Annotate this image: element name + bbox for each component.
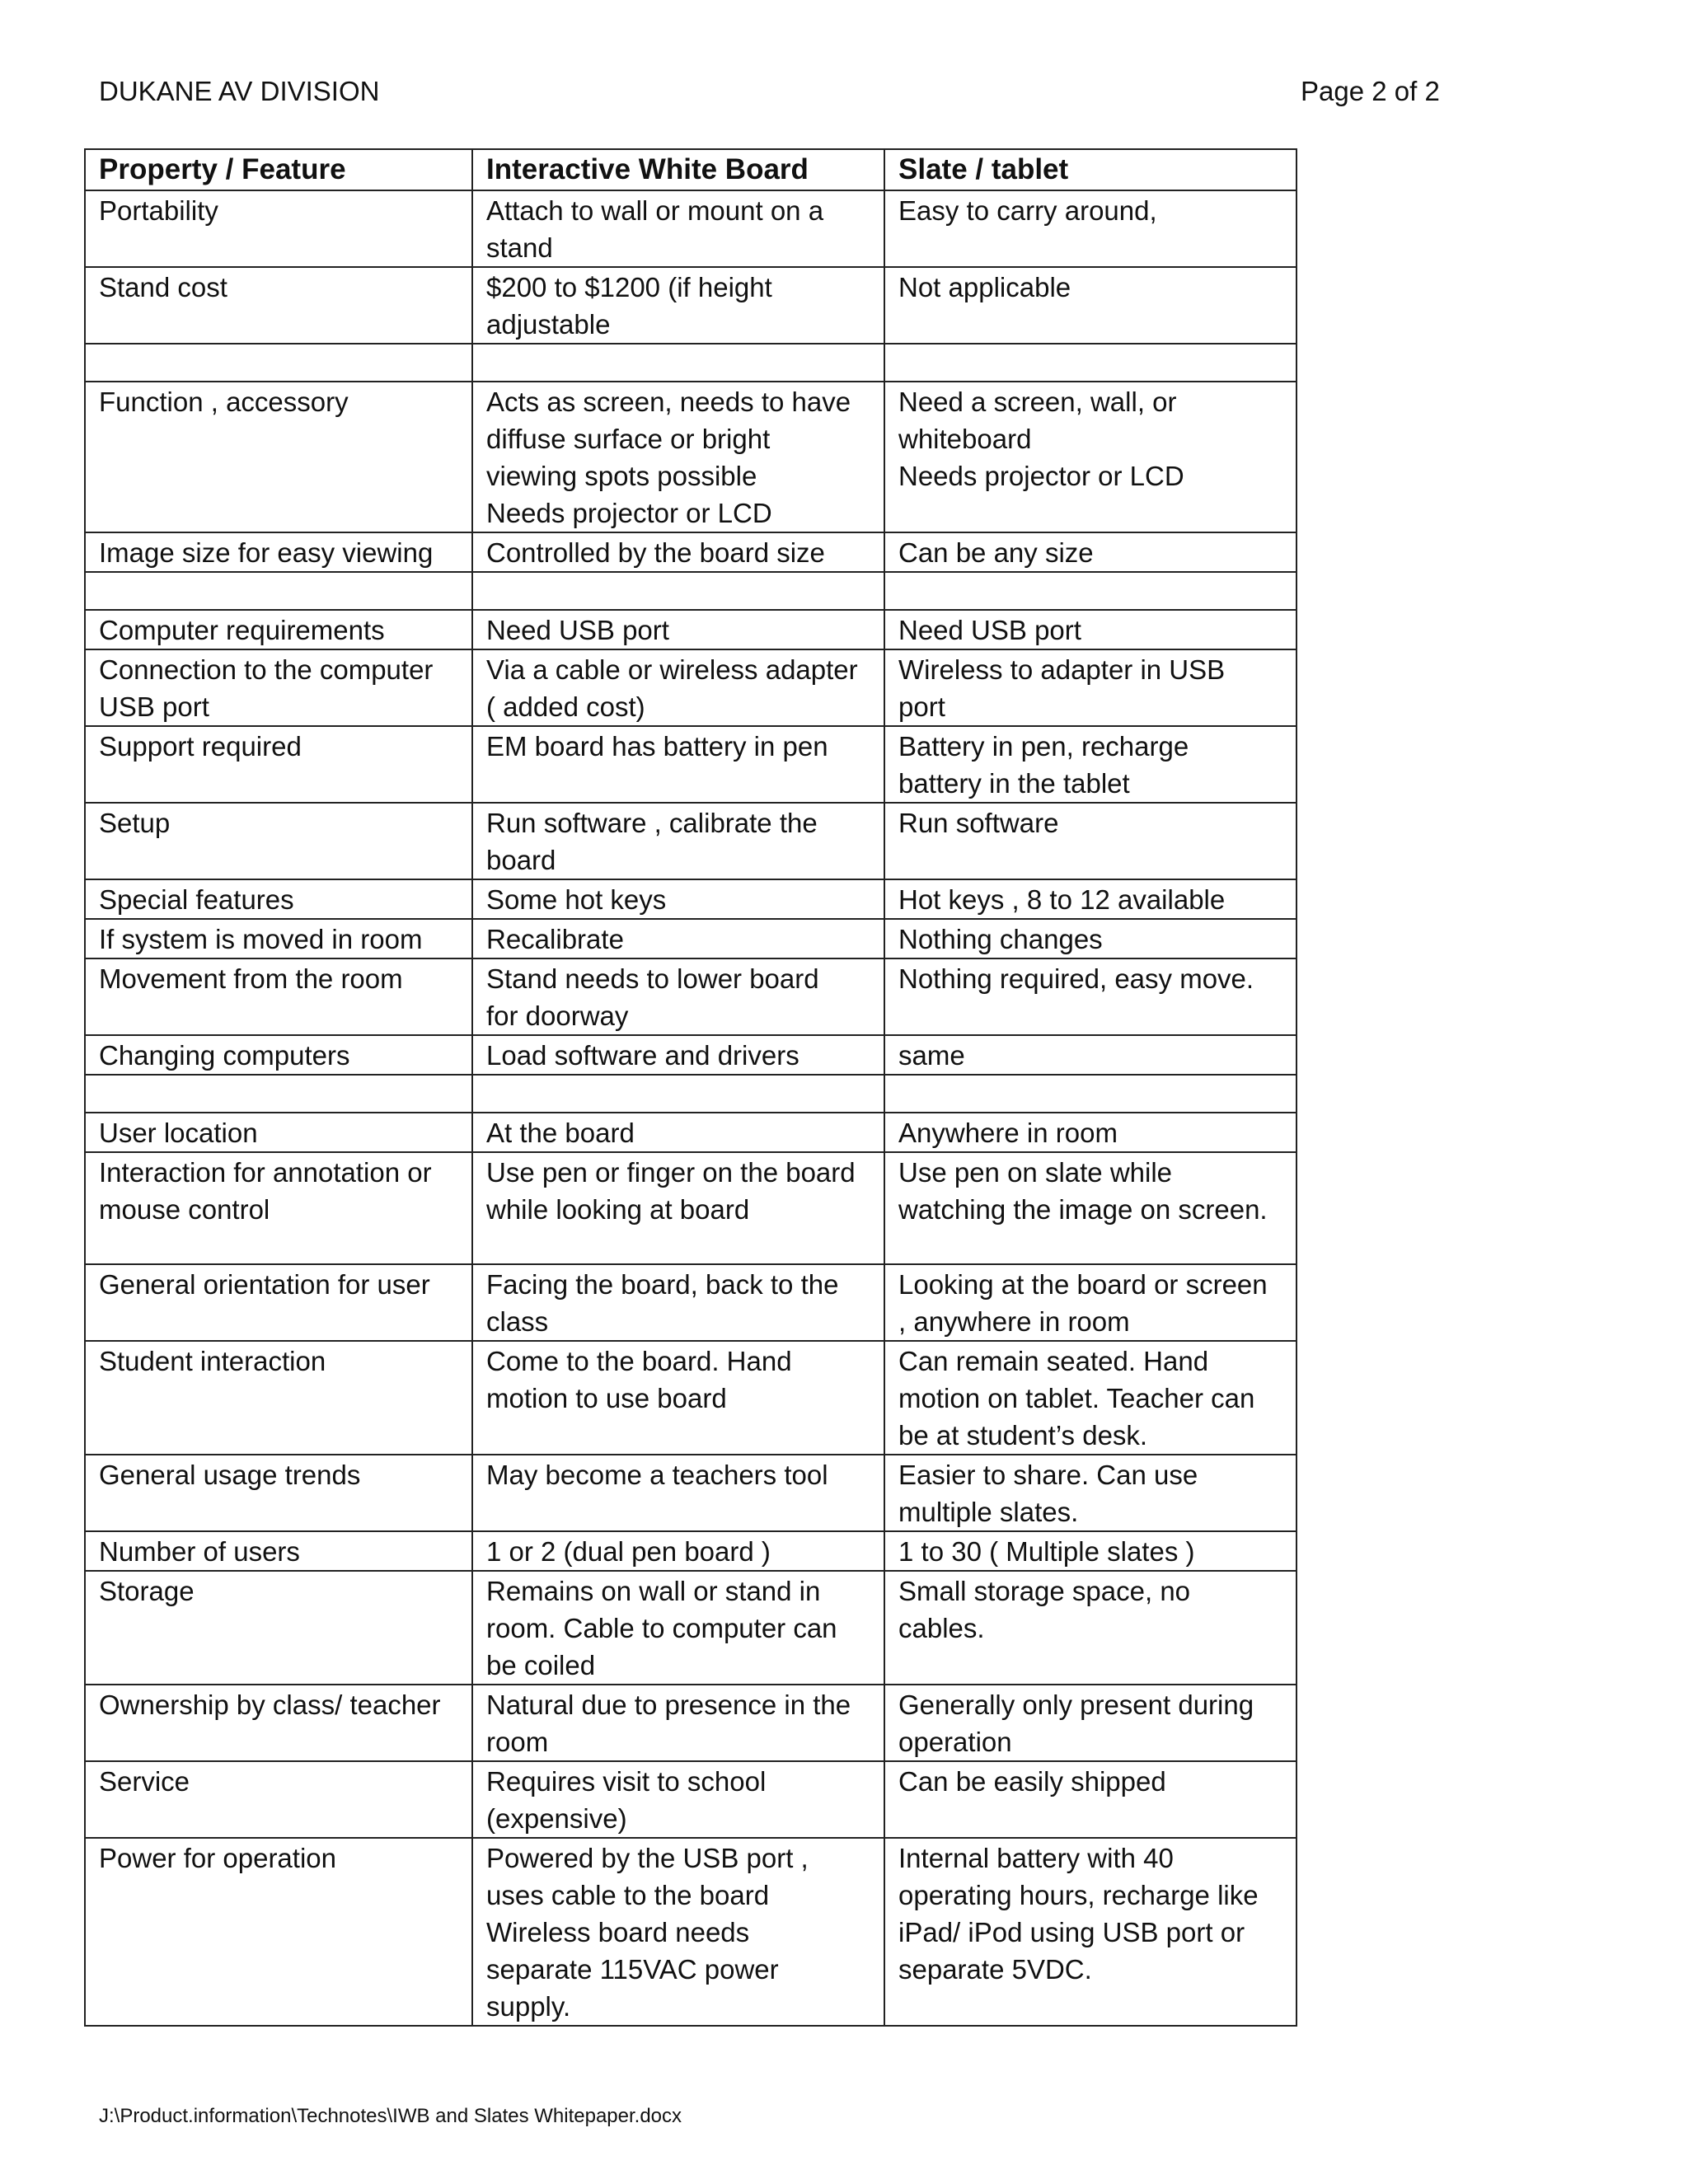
property-cell: Service [85,1761,472,1838]
table-row [85,1341,1296,1455]
slate-cell: Use pen on slate while watching the image on screen. [884,1152,1296,1264]
table-header-row [85,149,1296,190]
property-cell: Connection to the computer USB port [85,649,472,726]
slate-cell [884,344,1296,382]
table-row [85,1531,1296,1571]
iwb-cell: 1 or 2 (dual pen board ) [472,1531,884,1571]
slate-cell: Wireless to adapter in USB port [884,649,1296,726]
iwb-cell: Facing the board, back to the class [472,1264,884,1341]
slate-cell: Run software [884,803,1296,879]
slate-cell: Not applicable [884,267,1296,344]
iwb-cell: Some hot keys [472,879,884,919]
comparison-table [84,148,1297,2027]
table-row [85,1075,1296,1113]
header-division: DUKANE AV DIVISION [99,76,380,106]
property-cell: Student interaction [85,1341,472,1455]
slate-cell: Hot keys , 8 to 12 available [884,879,1296,919]
iwb-cell: Natural due to presence in the room [472,1685,884,1761]
iwb-cell: Requires visit to school (expensive) [472,1761,884,1838]
table-row [85,958,1296,1035]
table-row [85,382,1296,532]
table-row [85,190,1296,267]
table-row [85,1838,1296,2026]
property-cell: Support required [85,726,472,803]
table-row [85,803,1296,879]
iwb-cell: Load software and drivers [472,1035,884,1075]
table-row [85,267,1296,344]
property-cell: If system is moved in room [85,919,472,958]
property-cell: Movement from the room [85,958,472,1035]
header-property: Property / Feature [85,149,472,190]
iwb-cell: Stand needs to lower board for doorway [472,958,884,1035]
iwb-cell: Recalibrate [472,919,884,958]
iwb-cell: May become a teachers tool [472,1455,884,1531]
property-cell: Power for operation [85,1838,472,2026]
iwb-cell [472,572,884,610]
footer-file-path: J:\Product.information\Technotes\IWB and Slates Whitepaper.docx [99,2105,682,2127]
iwb-cell: Remains on wall or stand in room. Cable to computer can be coiled [472,1571,884,1685]
table-row [85,1152,1296,1264]
property-cell: Computer requirements [85,610,472,649]
table-row [85,1685,1296,1761]
iwb-cell [472,1075,884,1113]
property-cell [85,344,472,382]
slate-cell: Battery in pen, recharge battery in the tablet [884,726,1296,803]
slate-cell: Nothing changes [884,919,1296,958]
slate-cell: Looking at the board or screen , anywhere in room [884,1264,1296,1341]
slate-cell: same [884,1035,1296,1075]
slate-cell: Can be easily shipped [884,1761,1296,1838]
property-cell: Storage [85,1571,472,1685]
iwb-cell: Attach to wall or mount on a stand [472,190,884,267]
property-cell: General usage trends [85,1455,472,1531]
iwb-cell: Powered by the USB port , uses cable to the board Wireless board needs separate 115VAC power supply. [472,1838,884,2026]
property-cell: Function , accessory [85,382,472,532]
iwb-cell: Run software , calibrate the board [472,803,884,879]
property-cell: Stand cost [85,267,472,344]
property-cell: Changing computers [85,1035,472,1075]
iwb-cell: Acts as screen, needs to have diffuse surface or bright viewing spots possible Needs projector or LCD [472,382,884,532]
table-row [85,1035,1296,1075]
table-row [85,879,1296,919]
slate-cell: 1 to 30 ( Multiple slates ) [884,1531,1296,1571]
property-cell: Ownership by class/ teacher [85,1685,472,1761]
iwb-cell: Controlled by the board size [472,532,884,572]
iwb-cell: EM board has battery in pen [472,726,884,803]
table-row [85,610,1296,649]
table-row [85,532,1296,572]
property-cell: User location [85,1113,472,1152]
slate-cell: Small storage space, no cables. [884,1571,1296,1685]
table-row [85,726,1296,803]
property-cell [85,1075,472,1113]
table-row [85,1455,1296,1531]
property-cell: Setup [85,803,472,879]
slate-cell: Internal battery with 40 operating hours, recharge like iPad/ iPod using USB port or separate 5VDC. [884,1838,1296,2026]
iwb-cell: Come to the board. Hand motion to use board [472,1341,884,1455]
property-cell [85,572,472,610]
table-row [85,1264,1296,1341]
iwb-cell: Via a cable or wireless adapter ( added cost) [472,649,884,726]
table-row [85,919,1296,958]
table-row [85,572,1296,610]
iwb-cell [472,344,884,382]
property-cell: Special features [85,879,472,919]
property-cell: Number of users [85,1531,472,1571]
slate-cell: Need USB port [884,610,1296,649]
slate-cell: Need a screen, wall, or whiteboard Needs projector or LCD [884,382,1296,532]
iwb-cell: $200 to $1200 (if height adjustable [472,267,884,344]
table-row [85,1571,1296,1685]
property-cell: Interaction for annotation or mouse control [85,1152,472,1264]
table-row [85,1761,1296,1838]
table-row [85,649,1296,726]
slate-cell [884,1075,1296,1113]
property-cell: Image size for easy viewing [85,532,472,572]
header-interactive-white-board: Interactive White Board [472,149,884,190]
slate-cell: Nothing required, easy move. [884,958,1296,1035]
property-cell: General orientation for user [85,1264,472,1341]
table-row [85,344,1296,382]
header-slate-tablet: Slate / tablet [884,149,1296,190]
iwb-cell: At the board [472,1113,884,1152]
slate-cell: Anywhere in room [884,1113,1296,1152]
iwb-cell: Use pen or finger on the board while looking at board [472,1152,884,1264]
property-cell: Portability [85,190,472,267]
slate-cell: Easy to carry around, [884,190,1296,267]
page-number: Page 2 of 2 [1301,76,1440,106]
slate-cell: Can remain seated. Hand motion on tablet. Teacher can be at student’s desk. [884,1341,1296,1455]
slate-cell: Generally only present during operation [884,1685,1296,1761]
slate-cell: Easier to share. Can use multiple slates. [884,1455,1296,1531]
slate-cell: Can be any size [884,532,1296,572]
iwb-cell: Need USB port [472,610,884,649]
table-row [85,1113,1296,1152]
slate-cell [884,572,1296,610]
